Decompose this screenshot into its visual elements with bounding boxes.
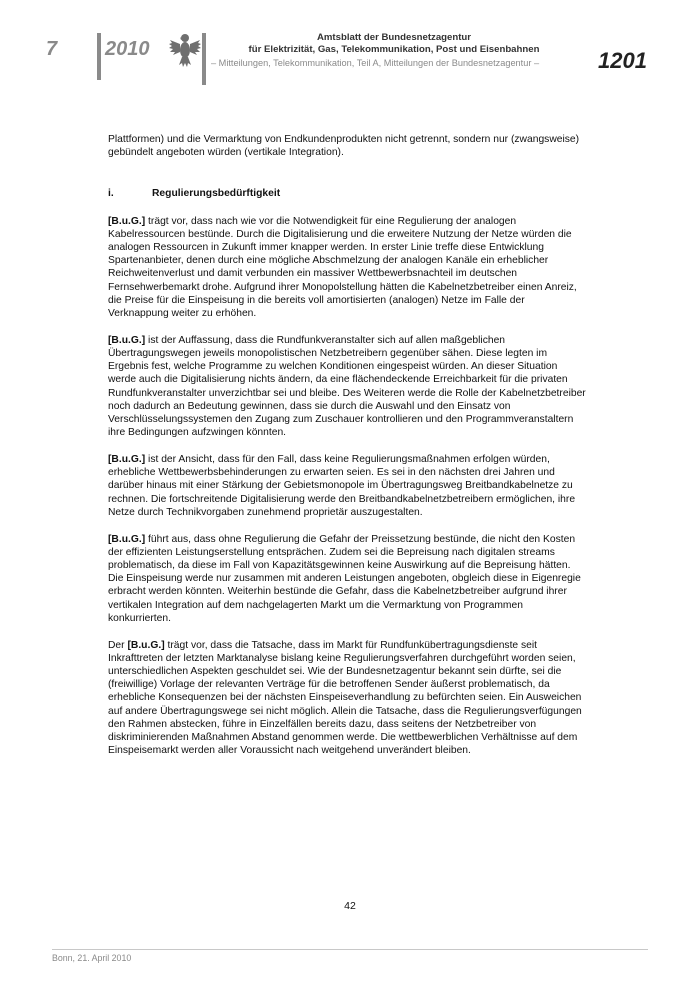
paragraph-1-text: trägt vor, dass nach wie vor die Notwendigkeit für eine Regulierung der analogen Kabelressourcen bestünde. Durch die Digitalisierung und die erweitere Nutzung der Netze würden die analogen Ressourcen in Zukunft immer knapper werden. In erster Linie treffe diese Entwicklung Spartenanbieter, denen durch eine mögliche Abschmelzung der analogen Kanäle ein erheblicher Reichweitenverlust und damit verbunden ein massiver Wettbewerbsnachteil im deutschen Fernsehwerbemarkt drohe. Aufgrund ihrer Monopolstellung hätten die Kabelnetzbetreiber einen Anreiz, die Preise für die Einspeisung in die bereits voll amortisierten (analogen) Netze im Falle der Verknappung weiter zu erhöhen. [108, 215, 577, 320]
party-reference: [B.u.G.] [108, 454, 146, 466]
party-reference: [B.u.G.] [127, 639, 165, 651]
paragraph-4 [108, 533, 588, 625]
paragraph-2 [108, 334, 588, 440]
document-body [108, 133, 588, 771]
paragraph-3 [108, 453, 588, 519]
section-heading [108, 187, 588, 200]
header-divider-right [202, 33, 206, 85]
gazette-title-line2: für Elektrizität, Gas, Telekommunikation, Post und Eisenbahnen [248, 43, 540, 55]
paragraph-2-text: ist der Auffassung, dass die Rundfunkveranstalter sich auf allen maßgeblichen Übertragungswegen jeweils monopolistischen Netzbetreibern gegenüber sähen. Diese legten im Ergebnis fest, welche Programme zu welchen Konditionen eingespeist würden. An dieser Situation werde auch die Digitalisierung nichts ändern, da eine flächendeckende Erreichbarkeit für die privaten Rundfunkveranstalter unverzichtbar sei und bleibe. Des Weiteren werde die Rolle der Kabelnetzbetreiber noch dadurch an Bedeutung gewinnen, dass sie durch die Auswahl und den Einsatz von Verschlüsselungssystemen den Zugang zum Zuschauer kontrollieren und den Programmveranstaltern ihre Bedingungen aufzwingen könnten. [108, 334, 586, 439]
party-reference: [B.u.G.] [108, 533, 146, 545]
paragraph-4-text: führt aus, dass ohne Regulierung die Gefahr der Preissetzung bestünde, die nicht den Kosten der effizienten Leistungserstellung entsprächen. Zudem sei die Bepreisung nach digitalen streams problematisch, da diese im Fall von Kapazitätsgewinnen keine Auswirkung auf die Bepreisung hätten. Die Einspeisung werde nur zusammen mit anderen Leistungen angeboten, obgleich diese in Eigenregie erbracht werden könnten. Weiterhin bestünde die Gefahr, dass die Kabelnetzbetreiber aufgrund ihrer vertikalen Integration auf dem nachgelagerten Markt um die Vermarktung von Programmen konkurrierten. [108, 533, 581, 624]
intro-paragraph: Plattformen) und die Vermarktung von Endkundenprodukten nicht getrennt, sondern nur (zwangsweise) gebündelt angeboten würden (vertikale Integration). [108, 134, 580, 159]
gazette-title-line1: Amtsblatt der Bundesnetzagentur [316, 32, 472, 43]
document-page-number: 42 [344, 900, 356, 912]
paragraph-5-text: trägt vor, dass die Tatsache, dass im Markt für Rundfunkübertragungsdienste seit Inkrafttreten der letzten Marktanalyse bislang keine Regulierungsverfahren durchgeführt worden seien, unterschiedlichen Aspekten geschuldet sei. Wie der Bundesnetzagentur bekannt sein dürfte, sei die (freiwillige) Vorlage der relevanten Verträge für die betroffenen Sender äußerst problematisch, da erhebliche Konsequenzen bei der nächsten Einspeiseverhandlung zu befürchten seien. Ein Ausweichen auf andere Übertragungswege sei nicht möglich. Allein die Tatsache, dass die Regulierungsverfügungen den Rahmen abstecken, führe in Einzelfällen bereits dazu, dass seitens der Netzbetreiber von diskriminierenden Maßnahmen Abstand genommen werde. Die wettbewerblichen Verhältnisse auf dem Einspeisemarkt werden aller Voraussicht nach weitgehend unverändert bleiben. [108, 639, 582, 757]
party-reference: [B.u.G.] [108, 334, 146, 346]
footer-place-date: Bonn, 21. April 2010 [52, 953, 132, 963]
section-title: Regulierungsbedürftigkeit [152, 188, 281, 200]
paragraph-5 [108, 639, 588, 758]
gazette-title [212, 32, 576, 55]
header-divider-left [97, 33, 101, 80]
federal-eagle-icon [168, 30, 202, 70]
party-reference: [B.u.G.] [108, 215, 146, 227]
section-number: i. [108, 188, 114, 200]
paragraph-1 [108, 215, 588, 321]
issue-number: 7 [46, 38, 58, 60]
paragraph-5-prefix: Der [108, 639, 128, 651]
gazette-subtitle: – Mitteilungen, Telekommunikation, Teil A, Mitteilungen der Bundesnetzagentur – [211, 58, 540, 68]
paragraph-3-text: ist der Ansicht, dass für den Fall, dass keine Regulierungsmaßnahmen erfolgen würden, erhebliche Wettbewerbsbehinderungen zu erwarten seien. Es sei in den nächsten drei Jahren und darüber hinaus mit einer Stärkung der Gebietsmonopole im Übertragungsweg Breitbandkabelnetze zu rechnen. Die fortschreitende Digitalisierung werde den Breitbandkabelnetzbetreibern ermöglichen, ihre Netze durch Technikvorgaben zunehmend proprietär auszugestalten. [108, 454, 576, 518]
footer-divider [52, 949, 648, 950]
gazette-page-number: 1201 [598, 48, 647, 73]
issue-year: 2010 [105, 38, 150, 60]
